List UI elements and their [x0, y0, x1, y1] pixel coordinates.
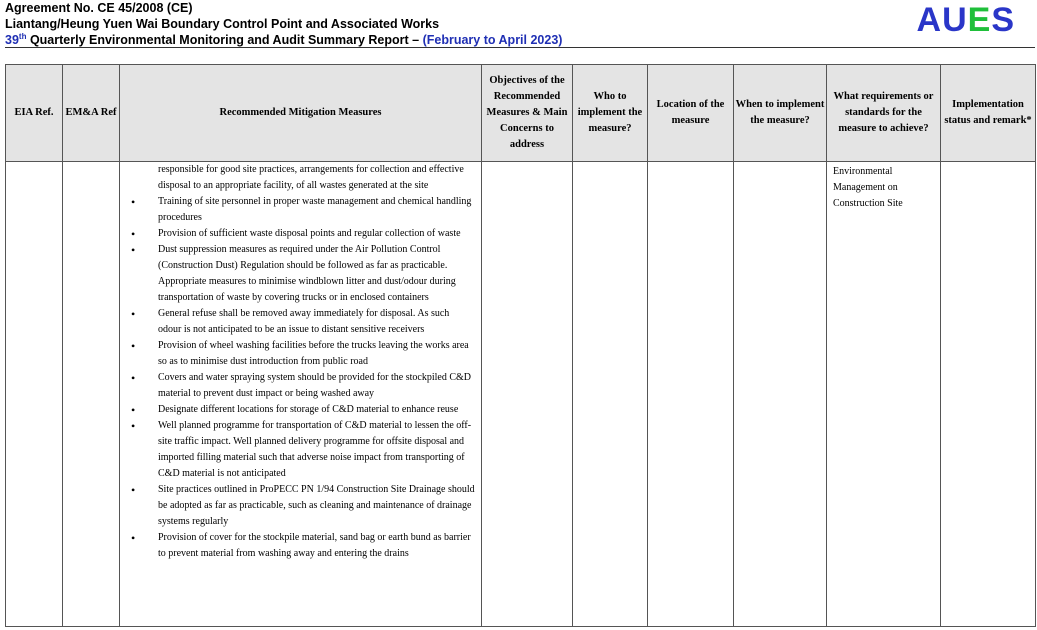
list-item: • Well planned programme for transportation of C&D material to lessen the off-site traffic impact. Well planned delivery programme for offsite disposal and imported filling material such that adverse noise impact from transporting of C&D material is not anticipated [126, 418, 475, 482]
report-title-text: Quarterly Environmental Monitoring and Audit Summary Report – [26, 33, 423, 47]
cell-requirements: Environmental Management on Construction Site [827, 162, 941, 627]
cell-location [648, 162, 734, 627]
aues-logo: AUES [916, 1, 1015, 39]
col-header-requirements: What requirements or standards for the measure to achieve? [827, 65, 941, 162]
measure-lead-text: responsible for good site practices, arrangements for collection and effective disposal to an appropriate facility, of all wastes generated at the site [158, 164, 464, 191]
list-item: • Covers and water spraying system should be provided for the stockpiled C&D material to prevent dust impact or being washed away [126, 370, 475, 402]
cell-status [941, 162, 1036, 627]
cell-emna-ref [63, 162, 120, 627]
col-header-who: Who to implement the measure? [573, 65, 648, 162]
list-item: • Designate different locations for storage of C&D material to enhance reuse [126, 402, 475, 418]
table-row [6, 162, 1036, 627]
header-rule [5, 47, 1035, 48]
col-header-when: When to implement the measure? [734, 65, 827, 162]
col-header-location: Location of the measure [648, 65, 734, 162]
report-title [5, 32, 1035, 48]
agreement-number: Agreement No. CE 45/2008 (CE) [5, 1, 193, 15]
col-header-status: Implementation status and remark* [941, 65, 1036, 162]
table-header-row [6, 65, 1036, 162]
list-item: • Dust suppression measures as required under the Air Pollution Control (Construction Dust) Regulation should be followed as far as practicable. Appropriate measures to minimise windblown litter and dust/odour during transportation of waste by covering trucks or in enclosed containers [126, 242, 475, 306]
measure-list [126, 194, 475, 562]
col-header-mitigation-measures: Recommended Mitigation Measures [120, 65, 482, 162]
cell-when [734, 162, 827, 627]
project-title: Liantang/Heung Yuen Wai Boundary Control Point and Associated Works [5, 17, 440, 31]
col-header-emna-ref: EM&A Ref [63, 65, 120, 162]
list-item: • Provision of sufficient waste disposal points and regular collection of waste [126, 226, 475, 242]
cell-eia-ref [6, 162, 63, 627]
report-period: (February to April 2023) [422, 33, 563, 47]
list-item: • Provision of wheel washing facilities before the trucks leaving the works area so as to minimise dust introduction from public road [126, 338, 475, 370]
list-item: • Site practices outlined in ProPECC PN 1/94 Construction Site Drainage should be adopted as far as practicable, such as cleaning and maintenance of drainage systems regularly [126, 482, 475, 530]
document-header [5, 0, 1035, 48]
cell-who [573, 162, 648, 627]
list-item: • Provision of cover for the stockpile material, sand bag or earth bund as barrier to prevent material from washing away and entering the drains [126, 530, 475, 562]
mitigation-measures-table [5, 64, 1036, 627]
col-header-eia-ref: EIA Ref. [6, 65, 63, 162]
report-ordinal-suffix: th [18, 31, 27, 41]
report-ordinal: 39 [5, 33, 19, 47]
cell-mitigation-measures [120, 162, 482, 627]
list-item: • Training of site personnel in proper waste management and chemical handling procedures [126, 194, 475, 226]
list-item: • General refuse shall be removed away immediately for disposal. As such odour is not anticipated to be an issue to distant sensitive receivers [126, 306, 475, 338]
cell-objectives [482, 162, 573, 627]
col-header-objectives: Objectives of the Recommended Measures & Main Concerns to address [482, 65, 573, 162]
